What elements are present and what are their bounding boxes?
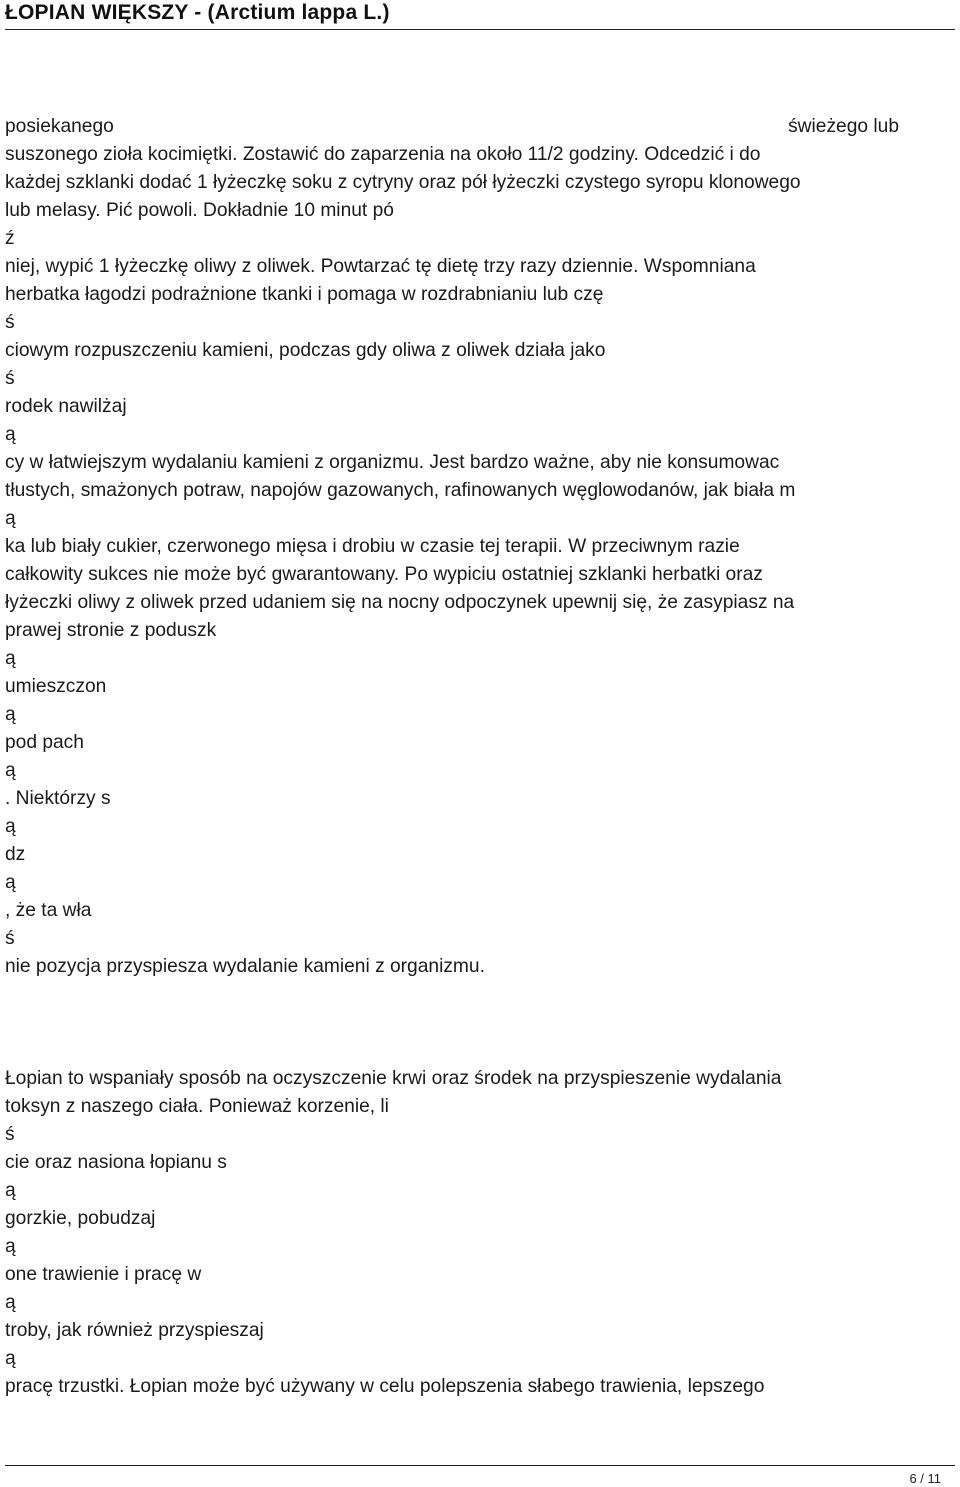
text-line: ą	[5, 816, 16, 837]
text-line: łyżeczki oliwy z oliwek przed udaniem się na nocny odpoczynek upewnij się, że zasypiasz na	[5, 592, 795, 613]
text-line: ka lub biały cukier, czerwonego mięsa i drobiu w czasie tej terapii. W przeciwnym razie	[5, 536, 740, 557]
text-line: ź	[5, 228, 15, 249]
header-divider	[5, 29, 955, 30]
paragraph-gap	[5, 981, 955, 1065]
text-line: ą	[5, 508, 16, 529]
text-line: ą	[5, 872, 16, 893]
text-line: ciowym rozpuszczeniu kamieni, podczas gdy oliwa z oliwek działa jako	[5, 340, 606, 361]
text-line: ś	[5, 368, 15, 389]
text-line: ś	[5, 312, 15, 333]
page-header	[5, 0, 955, 30]
text-line: rodek nawilżaj	[5, 396, 127, 417]
text-line: one trawienie i pracę w	[5, 1264, 202, 1285]
paragraph-2	[5, 1065, 955, 1401]
text-line: herbatka łagodzi podrażnione tkanki i pomaga w rozdrabnianiu lub czę	[5, 284, 604, 305]
footer-divider	[5, 1465, 955, 1466]
text-line: nie pozycja przyspiesza wydalanie kamieni z organizmu.	[5, 956, 485, 977]
text-line: całkowity sukces nie może być gwarantowany. Po wypiciu ostatniej szklanki herbatki oraz	[5, 564, 763, 585]
first-line-left-text: posiekanego	[5, 116, 114, 137]
text-line: gorzkie, pobudzaj	[5, 1208, 156, 1229]
text-line: tłustych, smażonych potraw, napojów gazowanych, rafinowanych węglowodanów, jak biała m	[5, 480, 796, 501]
text-line: umieszczon	[5, 676, 107, 697]
paragraph-1	[5, 141, 955, 981]
page-number: 6 / 11	[909, 1471, 941, 1486]
document-title: ŁOPIAN WIĘKSZY - (Arctium lappa L.)	[5, 1, 390, 24]
text-line: , że ta wła	[5, 900, 92, 921]
first-line-right-text: świeżego lub	[788, 116, 899, 137]
text-line: pracę trzustki. Łopian może być używany w celu polepszenia słabego trawienia, lepszego	[5, 1376, 765, 1397]
text-line: suszonego zioła kocimiętki. Zostawić do zaparzenia na około 11/2 godziny. Odcedzić i do	[5, 144, 761, 165]
text-line: Łopian to wspaniały sposób na oczyszczenie krwi oraz środek na przyspieszenie wydalania	[5, 1068, 782, 1089]
text-line: cy w łatwiejszym wydalaniu kamieni z organizmu. Jest bardzo ważne, aby nie konsumowac	[5, 452, 780, 473]
text-line: dz	[5, 844, 26, 865]
text-line: ą	[5, 704, 16, 725]
document-body	[5, 113, 955, 1401]
text-line: niej, wypić 1 łyżeczkę oliwy z oliwek. Powtarzać tę dietę trzy razy dziennie. Wspomniana	[5, 256, 756, 277]
text-line: toksyn z naszego ciała. Ponieważ korzenie, li	[5, 1096, 389, 1117]
text-line: ś	[5, 1124, 15, 1145]
text-line: każdej szklanki dodać 1 łyżeczkę soku z cytryny oraz pół łyżeczki czystego syropu klonowego	[5, 172, 801, 193]
text-line: ą	[5, 1236, 16, 1257]
text-line: ą	[5, 648, 16, 669]
text-line: ą	[5, 1348, 16, 1369]
text-line: ą	[5, 424, 16, 445]
text-line: ś	[5, 928, 15, 949]
text-line: prawej stronie z poduszk	[5, 620, 217, 641]
text-line: ą	[5, 1292, 16, 1313]
text-line: cie oraz nasiona łopianu s	[5, 1152, 227, 1173]
text-line: . Niektórzy s	[5, 788, 111, 809]
text-line: ą	[5, 760, 16, 781]
text-line: lub melasy. Pić powoli. Dokładnie 10 minut pó	[5, 200, 394, 221]
text-line: ą	[5, 1180, 16, 1201]
paragraph-1-first-line	[5, 113, 899, 141]
text-line: troby, jak również przyspieszaj	[5, 1320, 264, 1341]
page-footer	[5, 1465, 955, 1486]
text-line: pod pach	[5, 732, 84, 753]
